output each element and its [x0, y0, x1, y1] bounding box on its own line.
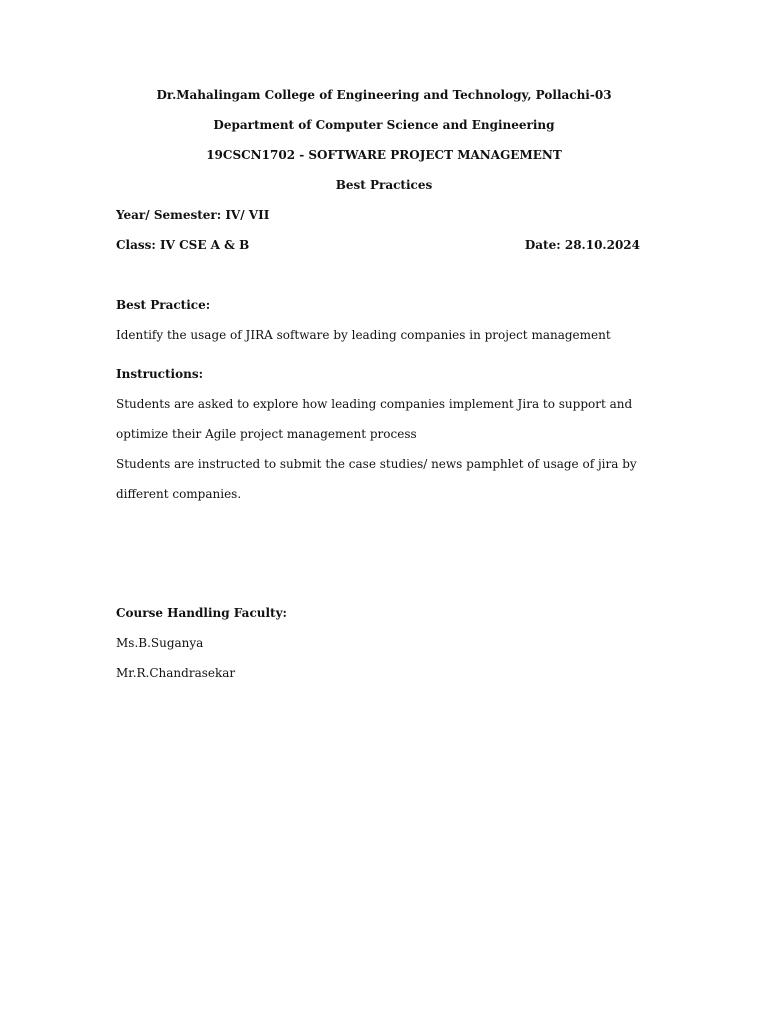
best-practice-text: Identify the usage of JIRA software by leading companies in project management	[116, 328, 611, 342]
year-semester: Year/ Semester: IV/ VII	[116, 208, 270, 222]
college-name: Dr.Mahalingam College of Engineering and Technology, Pollachi-03	[156, 88, 612, 102]
instructions-line-2: optimize their Agile project management process	[116, 427, 417, 441]
class-info: Class: IV CSE A & B	[116, 238, 250, 252]
instructions-heading: Instructions:	[116, 367, 204, 381]
instructions-line-3: Students are instructed to submit the case studies/ news pamphlet of usage of jira by	[116, 457, 637, 471]
faculty-heading: Course Handling Faculty:	[116, 606, 287, 620]
course-title: 19CSCN1702 - SOFTWARE PROJECT MANAGEMENT	[206, 148, 562, 162]
instructions-line-1: Students are asked to explore how leading companies implement Jira to support and	[116, 397, 633, 411]
instructions-line-4: different companies.	[116, 487, 242, 501]
faculty-name: Mr.R.Chandrasekar	[116, 666, 236, 680]
date-info: Date: 28.10.2024	[524, 238, 640, 252]
department-name: Department of Computer Science and Engineering	[213, 118, 555, 132]
faculty-name: Ms.B.Suganya	[116, 636, 204, 650]
document-title: Best Practices	[335, 178, 433, 192]
best-practice-heading: Best Practice:	[116, 298, 211, 312]
